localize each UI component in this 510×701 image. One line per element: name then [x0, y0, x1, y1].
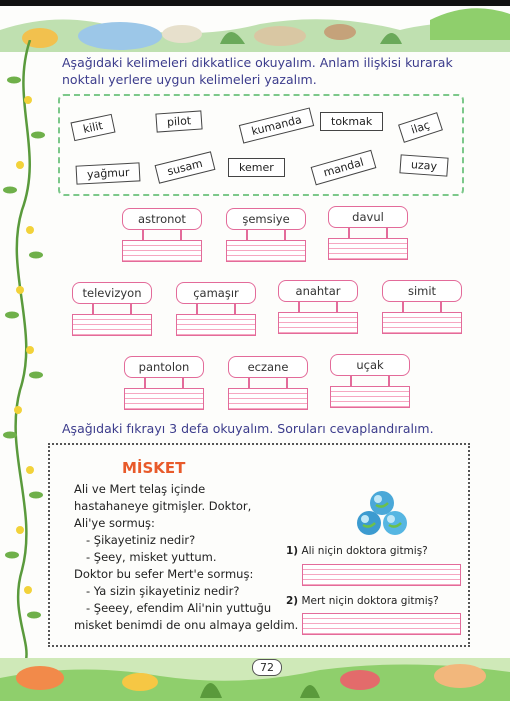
instruction-1: Aşağıdaki kelimeleri dikkatlice okuyalım. Anlam ilişkisi kurarak noktalı yerlere uygun kelimeleri yazalım.	[62, 55, 453, 87]
word-card: tokmak	[320, 112, 383, 131]
word-card: pilot	[155, 110, 202, 132]
target-word: astronot	[122, 208, 202, 230]
answer-lines[interactable]	[124, 388, 204, 410]
story-line: - Şikayetiniz nedir?	[86, 533, 196, 547]
vine-illustration	[0, 40, 48, 660]
vine-border	[0, 40, 48, 660]
animals-illustration	[0, 0, 510, 52]
target-word-group	[228, 356, 308, 410]
target-word-group	[382, 280, 462, 334]
word-card: kilit	[70, 114, 115, 141]
answer-lines[interactable]	[330, 386, 410, 408]
target-word-group	[330, 354, 410, 408]
story-title: MİSKET	[122, 459, 186, 477]
answer-1-lines[interactable]	[302, 564, 461, 586]
answer-lines[interactable]	[328, 238, 408, 260]
word-card: kumanda	[239, 107, 315, 143]
question-2	[286, 595, 439, 607]
question-1	[286, 545, 428, 557]
target-word-group	[328, 206, 408, 260]
target-word: şemsiye	[226, 208, 306, 230]
target-word: simit	[382, 280, 462, 302]
answer-lines[interactable]	[278, 312, 358, 334]
story-line: - Şeey, misket yuttum.	[86, 550, 217, 564]
target-word: televizyon	[72, 282, 152, 304]
answer-lines[interactable]	[176, 314, 256, 336]
answer-lines[interactable]	[228, 388, 308, 410]
story-line: - Ya sizin şikayetiniz nedir?	[86, 584, 240, 598]
page-number: 72	[252, 659, 282, 676]
word-bank	[58, 94, 464, 196]
answer-lines[interactable]	[382, 312, 462, 334]
target-word-group	[124, 356, 204, 410]
target-word: çamaşır	[176, 282, 256, 304]
word-card: kemer	[228, 158, 285, 177]
story-line: hastahaneye gitmişler. Doktor,	[74, 499, 252, 513]
word-card: ilaç	[398, 112, 443, 143]
answer-2-lines[interactable]	[302, 613, 461, 635]
question-number: 1)	[286, 545, 299, 557]
word-card: susam	[155, 151, 216, 183]
target-word-group	[176, 282, 256, 336]
answer-lines[interactable]	[226, 240, 306, 262]
story-line: misket benimdi de onu almaya geldim.	[74, 618, 299, 632]
question-text: Mert niçin doktora gitmiş?	[301, 595, 439, 607]
marbles-icon	[352, 489, 412, 537]
target-word-group	[122, 208, 202, 262]
word-card: mandal	[311, 150, 377, 186]
story-text	[74, 481, 298, 634]
story-line: Doktor bu sefer Mert'e sormuş:	[74, 567, 254, 581]
target-word: eczane	[228, 356, 308, 378]
story-line: Ali'ye sormuş:	[74, 516, 155, 530]
story-line: - Şeeey, efendim Ali'nin yuttuğu	[86, 601, 272, 615]
question-text: Ali niçin doktora gitmiş?	[301, 545, 428, 557]
target-word-group	[226, 208, 306, 262]
target-word: davul	[328, 206, 408, 228]
target-word-group	[72, 282, 152, 336]
question-number: 2)	[286, 595, 299, 607]
target-word: anahtar	[278, 280, 358, 302]
top-illustration-band	[0, 0, 510, 52]
answer-lines[interactable]	[72, 314, 152, 336]
answer-lines[interactable]	[122, 240, 202, 262]
target-word: pantolon	[124, 356, 204, 378]
story-box	[48, 443, 470, 647]
target-word-group	[278, 280, 358, 334]
target-word: uçak	[330, 354, 410, 376]
instruction-2: Aşağıdaki fıkrayı 3 defa okuyalım. Soruları cevaplandıralım.	[62, 421, 434, 436]
word-card: uzay	[399, 154, 448, 176]
story-line: Ali ve Mert telaş içinde	[74, 482, 206, 496]
word-card: yağmur	[76, 162, 141, 184]
